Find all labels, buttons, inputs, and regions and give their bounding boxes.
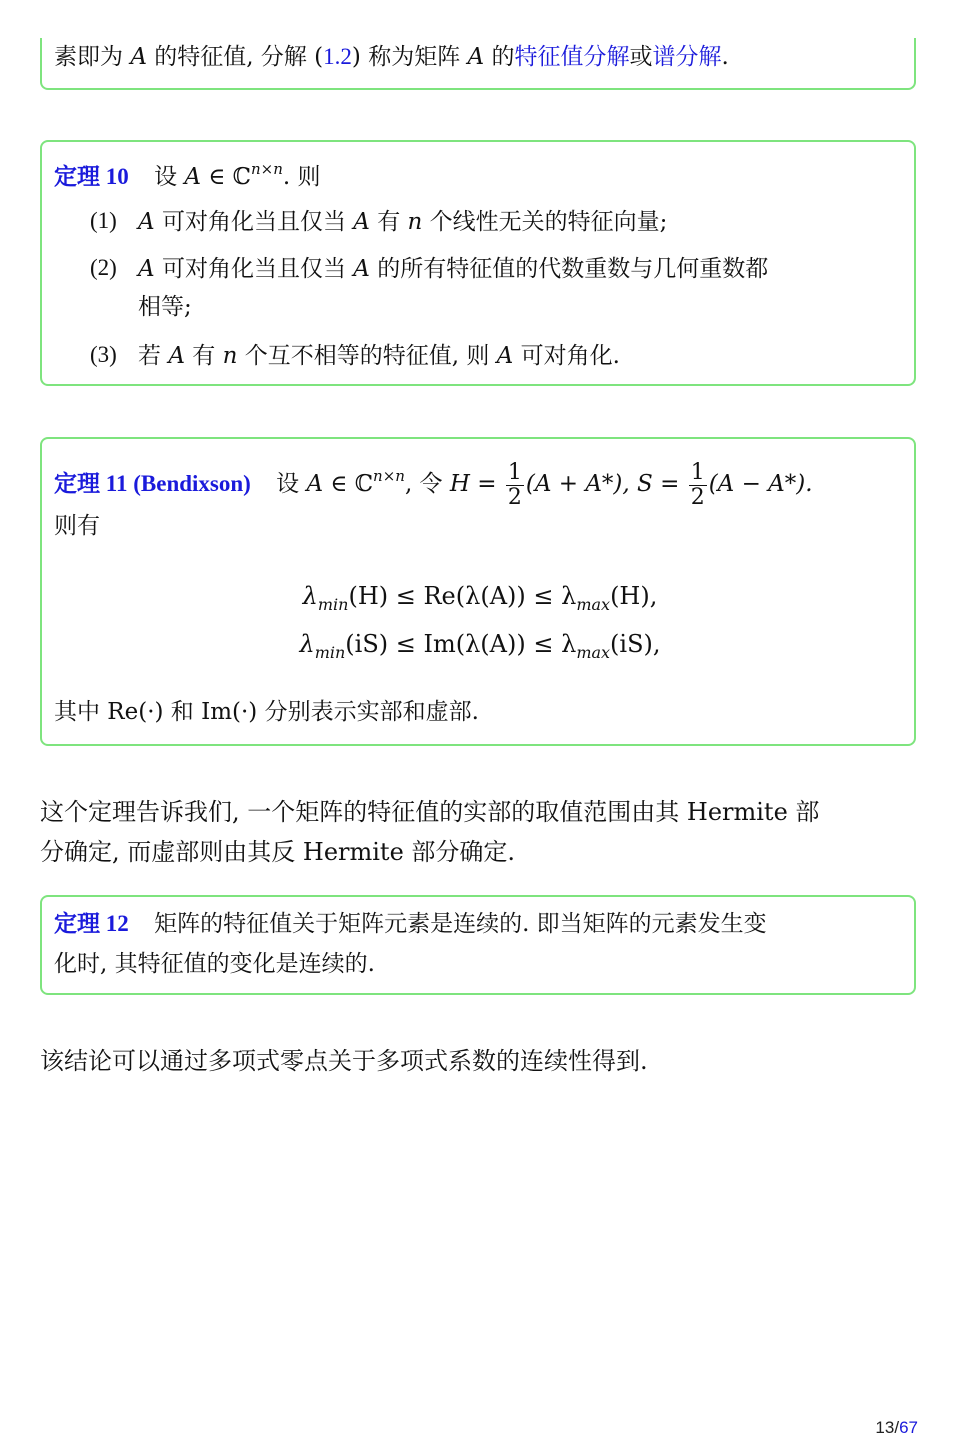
text-segment: 设: [154, 164, 178, 190]
math-A: A: [467, 44, 485, 70]
theorem-title: 定理 11 (Bendixson): [54, 471, 251, 496]
display-equation-2: [42, 629, 918, 668]
math-superscript: n×n: [250, 160, 283, 178]
math-A: A: [353, 209, 370, 235]
theorem-title: 定理 10: [54, 164, 129, 189]
math-expression: (iS) ≤ Im(λ(A)) ≤ λ: [345, 630, 577, 658]
fraction-one-half: [689, 461, 707, 510]
paragraph-line: 这个定理告诉我们, 一个矩阵的特征值的实部的取值范围由其 Hermite 部: [40, 798, 820, 826]
definition-box-continued: [40, 38, 916, 90]
math-A: A: [496, 343, 514, 369]
math-lambda: λ: [302, 582, 318, 610]
paragraph-bendixson-remark: [40, 792, 920, 872]
math-A: A: [130, 44, 147, 70]
math-A: A: [168, 343, 185, 369]
theorem-11-header: [54, 451, 813, 510]
theorem-11-footer: [54, 697, 479, 727]
text-segment: 则有: [54, 513, 100, 539]
theorem-12-box: [40, 895, 916, 995]
math-S: S: [637, 471, 653, 497]
theorem-12-line1: [54, 909, 767, 939]
math-A: A: [138, 209, 155, 235]
theorem-10-box: [40, 140, 916, 386]
math-A: A: [353, 256, 370, 282]
text-segment: 可对角化当且仅当: [161, 256, 346, 282]
text-segment: 有: [192, 343, 216, 369]
text-segment: 可对角化当且仅当: [161, 209, 346, 235]
text-segment: , 令: [404, 471, 443, 497]
text-segment: 矩阵的特征值关于矩阵元素是连续的. 即当矩阵的元素发生变: [154, 911, 767, 937]
page-total-link[interactable]: 67: [899, 1418, 918, 1437]
display-equation-1: [42, 581, 918, 620]
math-subscript: max: [576, 595, 611, 614]
text-segment: .: [721, 44, 729, 70]
math-equals: =: [477, 471, 497, 497]
math-n: n: [407, 209, 423, 235]
definition-continued-text: [54, 42, 729, 72]
math-H: H: [449, 471, 470, 497]
page-separator: /: [894, 1418, 900, 1437]
paragraph-continuity-remark: [40, 1041, 920, 1081]
text-segment: 可对角化.: [520, 343, 620, 369]
text-segment: 若: [138, 343, 161, 369]
theorem-11-then: [54, 511, 100, 541]
math-n: n: [222, 343, 238, 369]
paragraph-line: 该结论可以通过多项式零点关于多项式系数的连续性得到.: [40, 1047, 648, 1075]
theorem-12-line2: [54, 949, 375, 979]
text-segment: 其中 Re(·) 和 Im(·) 分别表示实部和虚部.: [54, 699, 479, 725]
paragraph-line: 分确定, 而虚部则由其反 Hermite 部分确定.: [40, 838, 516, 866]
page-current: 13: [875, 1418, 895, 1437]
list-item: [138, 207, 667, 237]
term-spectral-decomposition: 谱分解: [652, 44, 722, 70]
equation-ref-link[interactable]: 1.2: [323, 44, 352, 69]
text-segment: 素即为: [54, 44, 123, 70]
fraction-denominator: 2: [690, 484, 705, 510]
math-lambda: λ: [299, 630, 315, 658]
math-A: A: [184, 164, 201, 190]
text-segment: 有: [377, 209, 401, 235]
fraction-numerator: 1: [690, 459, 705, 485]
math-subscript: max: [576, 643, 611, 662]
text-segment: 个互不相等的特征值, 则: [244, 343, 490, 369]
list-item: [138, 254, 768, 284]
theorem-11-box: [40, 437, 916, 746]
math-expression: (A − A*).: [708, 471, 813, 497]
text-segment: 个线性无关的特征向量;: [429, 209, 668, 235]
text-segment: 的: [491, 44, 515, 70]
text-segment: 设: [276, 471, 300, 497]
math-A: A: [306, 471, 324, 497]
list-item: [138, 341, 620, 371]
text-segment: 或: [629, 44, 653, 70]
page-number: [875, 1418, 918, 1438]
text-segment: ) 称为矩阵: [351, 44, 461, 70]
math-expression: (A + A*),: [525, 471, 630, 497]
text-segment: 的所有特征值的代数重数与几何重数都: [377, 256, 769, 282]
math-equals: =: [660, 471, 680, 497]
math-subscript: min: [314, 643, 346, 662]
fraction-numerator: 1: [507, 459, 522, 485]
theorem-10-header: [54, 154, 320, 192]
math-superscript: n×n: [373, 467, 405, 485]
math-expression: (H),: [610, 582, 658, 610]
text-segment: . 则: [282, 164, 321, 190]
math-expression: (iS),: [610, 630, 661, 658]
math-in-C: ∈ ℂ: [330, 471, 374, 497]
text-segment: 化时, 其特征值的变化是连续的.: [54, 951, 375, 977]
math-A: A: [138, 256, 155, 282]
list-item-continuation: [138, 292, 192, 322]
math-expression: (H) ≤ Re(λ(A)) ≤ λ: [348, 582, 577, 610]
text-segment: 相等;: [138, 294, 192, 320]
math-subscript: min: [317, 595, 349, 614]
math-in-C: ∈ ℂ: [208, 164, 251, 190]
list-item-number: (1): [90, 208, 117, 233]
fraction-denominator: 2: [507, 484, 522, 510]
list-item-number: (3): [90, 342, 117, 367]
list-item-number: (2): [90, 255, 117, 280]
theorem-title: 定理 12: [54, 911, 129, 936]
term-eigendecomposition: 特征值分解: [514, 44, 630, 70]
fraction-one-half: [506, 461, 524, 510]
text-segment: 的特征值, 分解 (: [154, 44, 324, 70]
